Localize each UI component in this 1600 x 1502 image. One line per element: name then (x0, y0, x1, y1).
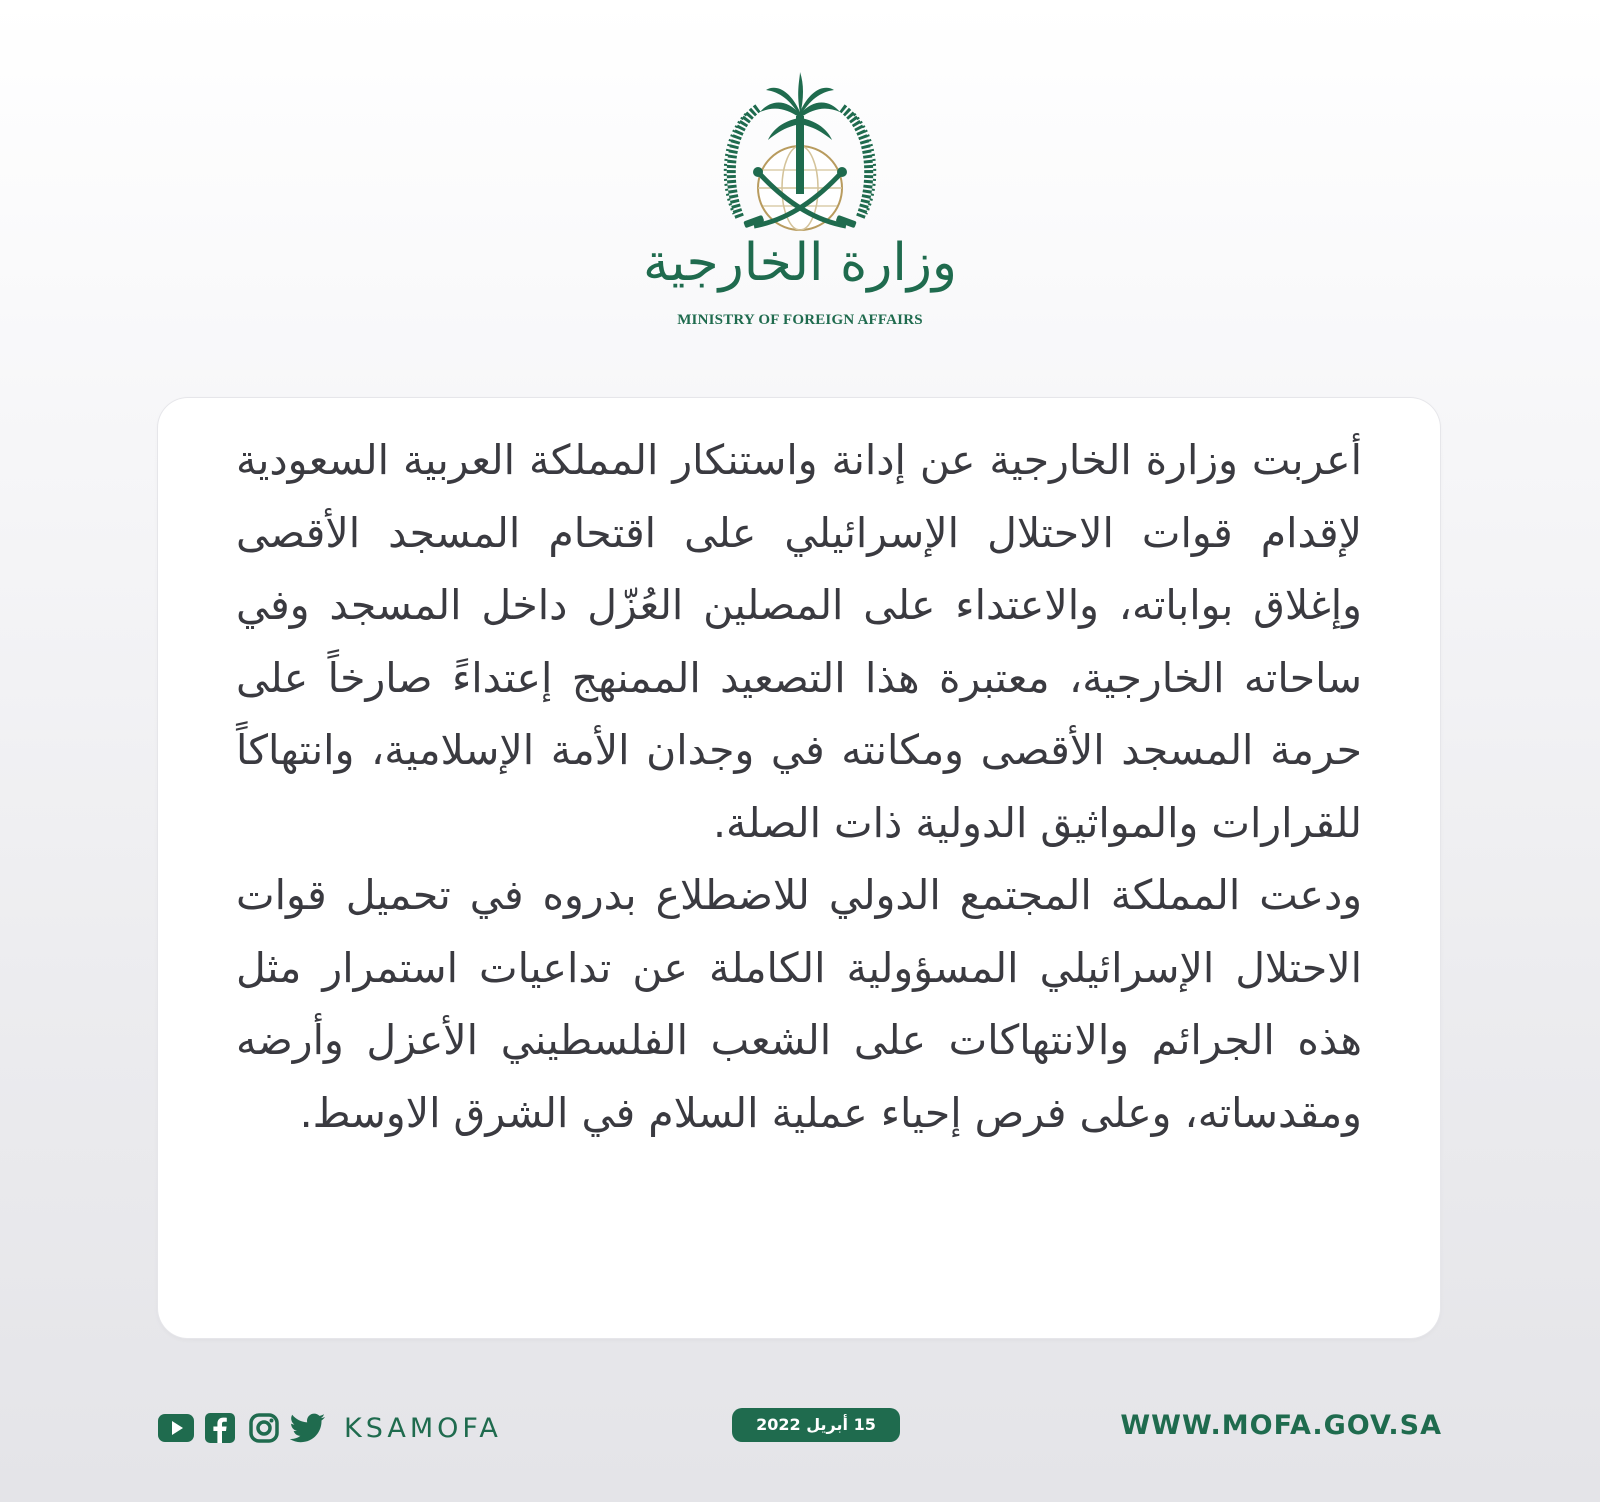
statement-paragraph-2: ودعت المملكة المجتمع الدولي للاضطلاع بدروه في تحميل قوات الاحتلال الإسرائيلي المسؤولية الكاملة عن تداعيات استمرار مثل هذه الجرائم والانتهاكات على الشعب الفلسطيني الأعزل وأرضه ومقدساته، وعلى فرص إحياء عملية السلام في الشرق الاوسط. (236, 871, 1362, 1137)
facebook-icon[interactable] (202, 1410, 238, 1446)
ministry-emblem-logo (700, 68, 900, 248)
social-handle: KSAMOFA (344, 1412, 502, 1444)
website-url[interactable]: WWW.MOFA.GOV.SA (1120, 1410, 1442, 1441)
footer (0, 1404, 1600, 1464)
statement-paragraph-1: أعربت وزارة الخارجية عن إدانة واستنكار المملكة العربية السعودية لإقدام قوات الاحتلال الإسرائيلي على اقتحام المسجد الأقصى وإغلاق بواباته، والاعتداء على المصلين العُزّل داخل المسجد وفي ساحاته الخارجية، معتبرة هذا التصعيد الممنهج إعتداءً صارخاً على حرمة المسجد الأقصى ومكانته في وجدان الأمة الإسلامية، وانتهاكاً للقرارات والمواثيق الدولية ذات الصلة. (236, 436, 1362, 847)
instagram-icon[interactable] (246, 1410, 282, 1446)
twitter-icon[interactable] (290, 1410, 326, 1446)
ministry-name-arabic: وزارة الخارجية (642, 233, 958, 293)
statement-text (236, 424, 1362, 1149)
youtube-icon[interactable] (158, 1410, 194, 1446)
header (0, 60, 1600, 350)
social-links (158, 1408, 502, 1448)
ministry-name-english: MINISTRY OF FOREIGN AFFAIRS (677, 312, 923, 328)
statement-card (158, 398, 1440, 1338)
date-badge: 15 أبريل 2022 (732, 1408, 900, 1442)
